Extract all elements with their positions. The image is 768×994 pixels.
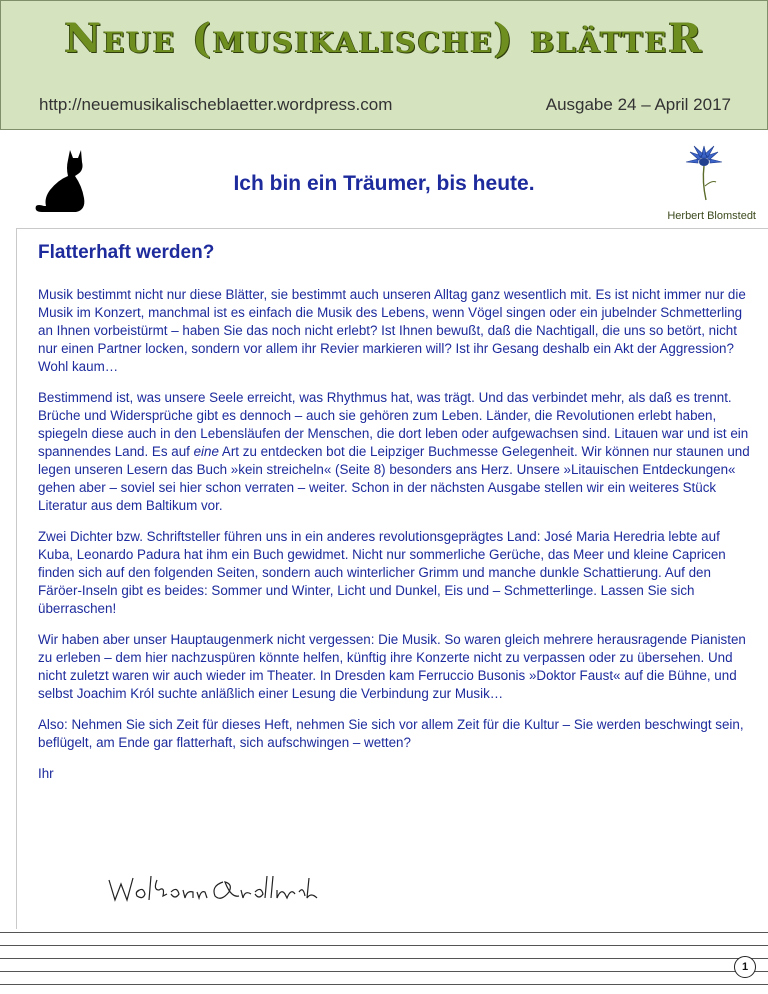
paragraph-3: Zwei Dichter bzw. Schriftsteller führen uns in ein anderes revolutionsgeprägtes Land: José Maria Heredria lebte auf Kuba, Leonardo Padura hat ihm ein Buch gewidmet. Nicht nur sommerliche Gerüche, das Meer und kleine Capricen finden sich auf den folgenden Seiten, sondern auch winterlicher Grimm und manche dunkle Schattierung. Auf den Färöer-Inseln gibt es beides: Sommer und Winter, Licht und Dunkel, Eis und – Schmetterlinge. Lassen Sie sich überraschen! <box>38 529 726 616</box>
staff-line <box>0 932 768 933</box>
motto-quote: Ich bin ein Träumer, bis heute. <box>233 172 535 195</box>
article-title: Flatterhaft werden? <box>38 242 215 263</box>
paragraph-2-start: Bestimmend ist, was unsere Seele erreicht, was Rhythmus hat, was trägt. Und das verbindet mehr, als daß es trennt. Brüche und Widersprüche gibt es dennoch – auch sie gehören zum Leben. Länder, die Revolutionen erlebt haben, spiegeln diese auch in den Lebensläufen der Menschen, die dort leben oder aufgewachsen sind. Litauen war und ist ein spannendes Land. Es auf <box>38 390 749 459</box>
website-url[interactable]: http://neuemusikalischeblaetter.wordpress.com <box>39 95 393 114</box>
masthead-title: Neue (musikalische) blätteR <box>64 15 704 62</box>
paragraph-2-end: Art zu entdecken bot die Leipziger Buchmesse Gelegenheit. Wir können nur staunen und legen unseren Lesern das Buch »kein streicheln« (Seite 8) besonders ans Herz. Unsere »Litauischen Entdeckungen« gehen aber – soviel sei hier schon verraten – weiter. Schon in der nächsten Ausgabe stellen wir ein weiteres Stück Literatur aus dem Baltikum vor. <box>38 444 750 513</box>
paragraph-5: Also: Nehmen Sie sich Zeit für dieses Heft, nehmen Sie sich vor allem Zeit für die Kultur – Sie werden beschwingt sein, beflügelt, am Ende gar flatterhaft, sich aufschwingen – wetten? <box>38 717 744 750</box>
closing-word: Ihr <box>38 766 54 781</box>
paragraph-4: Wir haben aber unser Hauptaugenmerk nicht vergessen: Die Musik. So waren gleich mehrere herausragende Pianisten zu erleben – dem hier nachzuspüren könnte helfen, künftig ihre Konzerte nicht zu verpassen oder zu übersehen. Und nicht zuletzt waren wir auch wieder im Theater. In Dresden kam Ferruccio Busonis »Doktor Faust« auf die Bühne, und selbst Joachim Król suchte anläßlich einer Lesung die Verbindung zur Musik… <box>38 632 746 701</box>
music-staff-footer <box>0 930 768 994</box>
quote-author: Herbert Blomstedt <box>667 210 756 222</box>
paragraph-1: Musik bestimmt nicht nur diese Blätter, sie bestimmt auch unseren Alltag ganz wesentlich mit. Es ist nicht immer nur die Musik im Konzert, manchmal ist es einfach die Musik des Lebens, wenn Vögel singen oder ein jubelnder Schmetterling an Ihnen vorbeistürmt – haben Sie das noch nicht erlebt? Ist Ihnen bewußt, daß die Nachtigall, die uns so betört, nicht nur einen Partner locken, sondern vor allem ihr Revier markieren will? Ist ihr Gesang deshalb ein Akt der Aggression? Wohl kaum… <box>38 287 746 374</box>
article <box>38 242 750 796</box>
paragraph-2-emphasis: eine <box>193 444 219 459</box>
staff-line <box>0 958 768 959</box>
issue-label: Ausgabe 24 – April 2017 <box>545 95 731 114</box>
staff-line <box>0 945 768 946</box>
paragraph-2 <box>38 389 750 515</box>
staff-line <box>0 971 768 972</box>
page-number: 1 <box>734 956 756 978</box>
header-banner <box>0 0 768 130</box>
staff-line <box>0 984 768 985</box>
signature <box>105 872 320 912</box>
